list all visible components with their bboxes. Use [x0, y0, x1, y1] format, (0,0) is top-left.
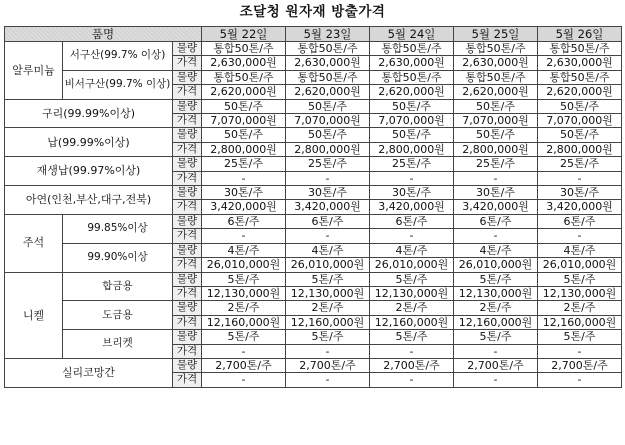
- date-header: 5월 22일: [202, 27, 286, 42]
- qty-cell: 통합50톤/주: [370, 70, 454, 84]
- qty-cell: 통합50톤/주: [202, 42, 286, 56]
- price-cell: 26,010,000원: [202, 258, 286, 272]
- price-cell: -: [202, 373, 286, 387]
- qty-cell: 30톤/주: [538, 186, 622, 200]
- qty-label: 물량: [173, 214, 202, 228]
- price-cell: 2,630,000원: [538, 56, 622, 70]
- qty-cell: 통합50톤/주: [454, 42, 538, 56]
- price-cell: 26,010,000원: [370, 258, 454, 272]
- qty-cell: 2톤/주: [370, 301, 454, 315]
- qty-cell: 25톤/주: [286, 157, 370, 171]
- price-cell: 12,130,000원: [454, 286, 538, 300]
- price-cell: 7,070,000원: [370, 114, 454, 128]
- qty-cell: 통합50톤/주: [538, 70, 622, 84]
- qty-label: 물량: [173, 301, 202, 315]
- qty-cell: 6톤/주: [202, 214, 286, 228]
- qty-cell: 2,700톤/주: [454, 358, 538, 372]
- qty-cell: 5톤/주: [454, 330, 538, 344]
- price-cell: 2,620,000원: [538, 85, 622, 99]
- table-row: [5, 272, 622, 286]
- qty-cell: 50톤/주: [454, 99, 538, 113]
- date-header: 5월 24일: [370, 27, 454, 42]
- price-cell: 2,630,000원: [202, 56, 286, 70]
- header-row: [5, 27, 622, 42]
- qty-cell: 2,700톤/주: [538, 358, 622, 372]
- price-cell: 12,160,000원: [286, 315, 370, 329]
- qty-cell: 6톤/주: [286, 214, 370, 228]
- qty-cell: 4톤/주: [538, 243, 622, 257]
- item-header: 품명: [5, 27, 202, 42]
- date-header: 5월 25일: [454, 27, 538, 42]
- qty-cell: 50톤/주: [454, 128, 538, 142]
- price-cell: 7,070,000원: [538, 114, 622, 128]
- price-cell: -: [370, 344, 454, 358]
- price-cell: -: [538, 171, 622, 185]
- price-cell: 2,800,000원: [370, 142, 454, 156]
- qty-cell: 5톤/주: [286, 330, 370, 344]
- price-cell: -: [286, 344, 370, 358]
- sub-item-name: 브리켓: [63, 330, 173, 359]
- table-row: [5, 301, 622, 315]
- qty-cell: 통합50톤/주: [286, 42, 370, 56]
- qty-label: 물량: [173, 243, 202, 257]
- qty-cell: 30톤/주: [370, 186, 454, 200]
- price-label: 가격: [173, 258, 202, 272]
- price-cell: 3,420,000원: [202, 200, 286, 214]
- qty-cell: 5톤/주: [286, 272, 370, 286]
- price-cell: -: [370, 171, 454, 185]
- qty-label: 물량: [173, 70, 202, 84]
- price-cell: 2,800,000원: [454, 142, 538, 156]
- price-cell: 2,620,000원: [454, 85, 538, 99]
- price-cell: 3,420,000원: [538, 200, 622, 214]
- price-cell: 26,010,000원: [538, 258, 622, 272]
- price-label: 가격: [173, 56, 202, 70]
- qty-cell: 30톤/주: [286, 186, 370, 200]
- price-cell: 2,620,000원: [286, 85, 370, 99]
- qty-cell: 2톤/주: [454, 301, 538, 315]
- qty-cell: 4톤/주: [286, 243, 370, 257]
- price-cell: 2,800,000원: [286, 142, 370, 156]
- price-cell: -: [286, 171, 370, 185]
- price-label: 가격: [173, 344, 202, 358]
- qty-cell: 통합50톤/주: [454, 70, 538, 84]
- qty-cell: 통합50톤/주: [538, 42, 622, 56]
- table-row: [5, 214, 622, 228]
- qty-cell: 6톤/주: [370, 214, 454, 228]
- qty-cell: 25톤/주: [538, 157, 622, 171]
- price-label: 가격: [173, 373, 202, 387]
- qty-label: 물량: [173, 128, 202, 142]
- qty-cell: 25톤/주: [454, 157, 538, 171]
- qty-label: 물량: [173, 42, 202, 56]
- qty-label: 물량: [173, 186, 202, 200]
- qty-cell: 4톤/주: [454, 243, 538, 257]
- price-label: 가격: [173, 171, 202, 185]
- qty-label: 물량: [173, 99, 202, 113]
- price-cell: 26,010,000원: [454, 258, 538, 272]
- price-cell: 3,420,000원: [370, 200, 454, 214]
- price-cell: 2,630,000원: [286, 56, 370, 70]
- price-label: 가격: [173, 142, 202, 156]
- table-row: [5, 70, 622, 84]
- price-label: 가격: [173, 229, 202, 243]
- qty-label: 물량: [173, 157, 202, 171]
- price-label: 가격: [173, 85, 202, 99]
- price-cell: 2,630,000원: [370, 56, 454, 70]
- price-cell: 12,130,000원: [286, 286, 370, 300]
- qty-label: 물량: [173, 358, 202, 372]
- price-cell: -: [286, 373, 370, 387]
- price-table: [4, 26, 622, 388]
- qty-cell: 2,700톤/주: [370, 358, 454, 372]
- qty-cell: 50톤/주: [286, 128, 370, 142]
- sub-item-name: 99.85%이상: [63, 214, 173, 243]
- qty-cell: 4톤/주: [202, 243, 286, 257]
- qty-cell: 50톤/주: [370, 128, 454, 142]
- qty-cell: 5톤/주: [370, 272, 454, 286]
- qty-cell: 50톤/주: [370, 99, 454, 113]
- qty-cell: 5톤/주: [454, 272, 538, 286]
- table-row: [5, 99, 622, 113]
- qty-cell: 50톤/주: [286, 99, 370, 113]
- qty-cell: 30톤/주: [454, 186, 538, 200]
- price-cell: 2,620,000원: [202, 85, 286, 99]
- qty-cell: 25톤/주: [370, 157, 454, 171]
- qty-cell: 2톤/주: [538, 301, 622, 315]
- price-cell: -: [538, 373, 622, 387]
- qty-cell: 5톤/주: [202, 330, 286, 344]
- qty-cell: 5톤/주: [370, 330, 454, 344]
- metal-name: 재생납(99.97%이상): [5, 157, 173, 186]
- qty-cell: 통합50톤/주: [286, 70, 370, 84]
- price-cell: -: [202, 344, 286, 358]
- price-cell: 3,420,000원: [454, 200, 538, 214]
- price-cell: 12,130,000원: [370, 286, 454, 300]
- price-cell: 12,160,000원: [538, 315, 622, 329]
- price-cell: 7,070,000원: [286, 114, 370, 128]
- qty-cell: 50톤/주: [202, 99, 286, 113]
- table-row: [5, 128, 622, 142]
- metal-name: 주석: [5, 214, 63, 272]
- qty-cell: 2톤/주: [286, 301, 370, 315]
- qty-cell: 50톤/주: [202, 128, 286, 142]
- price-cell: -: [370, 229, 454, 243]
- price-cell: 12,130,000원: [202, 286, 286, 300]
- price-cell: -: [454, 373, 538, 387]
- table-row: [5, 330, 622, 344]
- price-label: 가격: [173, 286, 202, 300]
- qty-cell: 5톤/주: [538, 330, 622, 344]
- sub-item-name: 합금용: [63, 272, 173, 301]
- date-header: 5월 26일: [538, 27, 622, 42]
- price-cell: 12,130,000원: [538, 286, 622, 300]
- page-title: 조달청 원자재 방출가격: [239, 4, 386, 20]
- qty-cell: 2톤/주: [202, 301, 286, 315]
- qty-cell: 30톤/주: [202, 186, 286, 200]
- metal-name: 알루미늄: [5, 42, 63, 100]
- qty-cell: 50톤/주: [538, 128, 622, 142]
- qty-cell: 통합50톤/주: [202, 70, 286, 84]
- sub-item-name: 도금용: [63, 301, 173, 330]
- table-row: [5, 186, 622, 200]
- metal-name: 실리코망간: [5, 358, 173, 387]
- price-cell: -: [370, 373, 454, 387]
- price-cell: 2,620,000원: [370, 85, 454, 99]
- qty-cell: 5톤/주: [202, 272, 286, 286]
- qty-label: 물량: [173, 330, 202, 344]
- price-label: 가격: [173, 200, 202, 214]
- price-cell: -: [538, 229, 622, 243]
- price-cell: 2,800,000원: [538, 142, 622, 156]
- qty-cell: 통합50톤/주: [370, 42, 454, 56]
- qty-cell: 5톤/주: [538, 272, 622, 286]
- qty-cell: 25톤/주: [202, 157, 286, 171]
- sub-item-name: 비서구산(99.7% 이상): [63, 70, 173, 99]
- qty-cell: 50톤/주: [538, 99, 622, 113]
- metal-name: 아연(인천,부산,대구,전북): [5, 186, 173, 215]
- price-cell: -: [454, 171, 538, 185]
- price-cell: 12,160,000원: [202, 315, 286, 329]
- price-cell: 3,420,000원: [286, 200, 370, 214]
- table-row: [5, 243, 622, 257]
- price-label: 가격: [173, 315, 202, 329]
- price-cell: 7,070,000원: [454, 114, 538, 128]
- qty-cell: 6톤/주: [454, 214, 538, 228]
- price-cell: -: [538, 344, 622, 358]
- table-row: [5, 42, 622, 56]
- table-row: [5, 157, 622, 171]
- price-cell: -: [202, 229, 286, 243]
- price-label: 가격: [173, 114, 202, 128]
- qty-cell: 4톤/주: [370, 243, 454, 257]
- price-cell: -: [454, 229, 538, 243]
- price-cell: 12,160,000원: [454, 315, 538, 329]
- sub-item-name: 서구산(99.7% 이상): [63, 42, 173, 71]
- metal-name: 니켈: [5, 272, 63, 358]
- metal-name: 납(99.99%이상): [5, 128, 173, 157]
- price-cell: -: [286, 229, 370, 243]
- sub-item-name: 99.90%이상: [63, 243, 173, 272]
- date-header: 5월 23일: [286, 27, 370, 42]
- table-row: [5, 358, 622, 372]
- price-cell: 12,160,000원: [370, 315, 454, 329]
- price-cell: 2,630,000원: [454, 56, 538, 70]
- price-cell: 7,070,000원: [202, 114, 286, 128]
- qty-cell: 2,700톤/주: [286, 358, 370, 372]
- metal-name: 구리(99.99%이상): [5, 99, 173, 128]
- price-cell: -: [454, 344, 538, 358]
- qty-cell: 6톤/주: [538, 214, 622, 228]
- price-cell: -: [202, 171, 286, 185]
- price-cell: 26,010,000원: [286, 258, 370, 272]
- qty-label: 물량: [173, 272, 202, 286]
- qty-cell: 2,700톤/주: [202, 358, 286, 372]
- price-cell: 2,800,000원: [202, 142, 286, 156]
